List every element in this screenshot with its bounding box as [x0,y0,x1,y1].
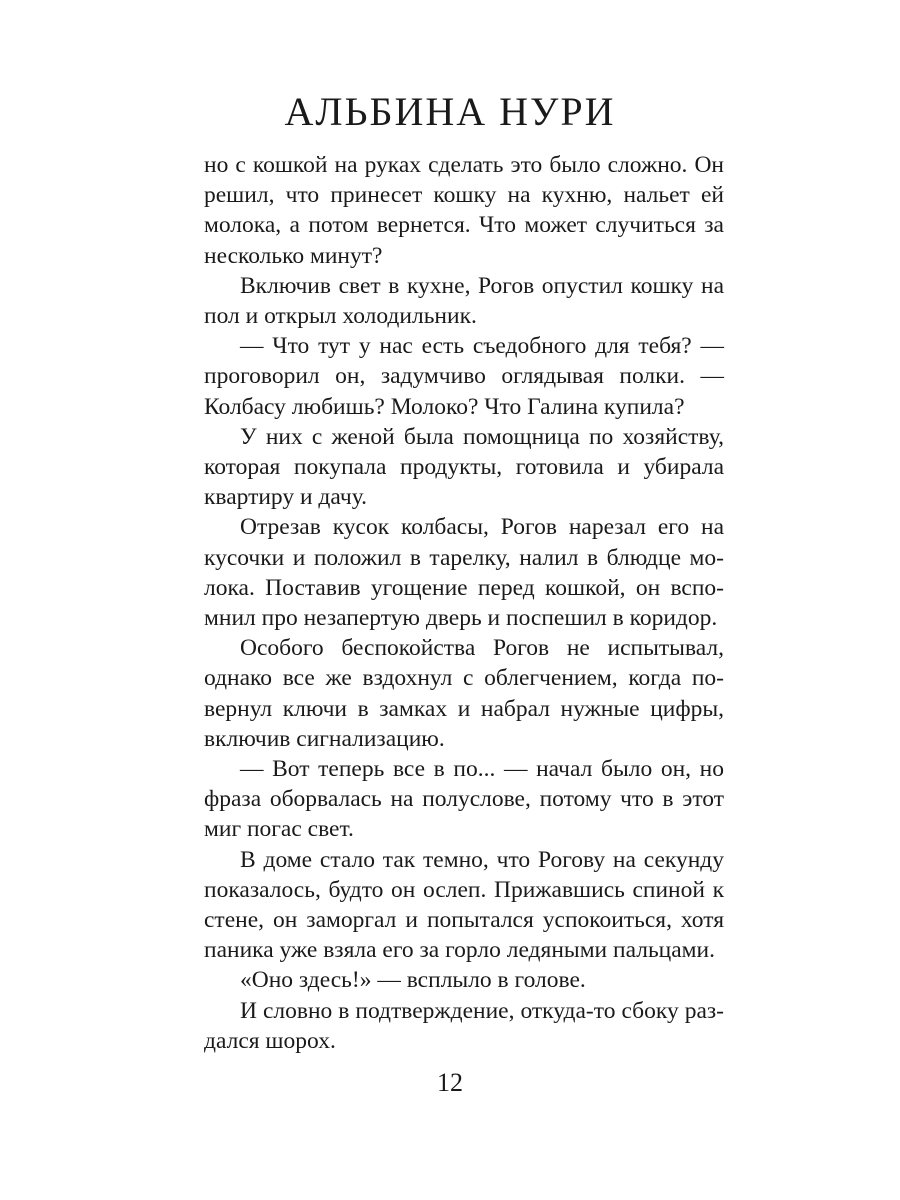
paragraph: Отрезав кусок колбасы, Рогов нарезал его на кусочки и положил в тарелку, налил в блюдце молока. Поставив угощение перед кошкой, он вспомнил про незапертую дверь и поспешил в коридор. [204,514,724,632]
paragraph-continuation: но с кошкой на руках сделать это было сложно. Он решил, что принесет кошку на кухню, нальет ей молока, а потом вернется. Что может случиться за несколько минут? [204,152,724,269]
paragraph: У них с женой была помощница по хозяйству, которая покупала продукты, готовила и убирала квартиру и дачу. [204,423,724,511]
paragraph: Включив свет в кухне, Рогов опустил кошку на пол и открыл холодильник. [204,272,724,330]
paragraph: И словно в подтверждение, откуда-то сбоку раздался шорох. [204,997,724,1054]
running-head-author: АЛЬБИНА НУРИ [284,89,616,134]
paragraph: Особого беспокойства Рогов не испытывал, однако все же вздохнул с облегчением, когда повернул ключи в замках и набрал нужные цифры, включив сигнализацию. [204,635,724,752]
body-text [204,150,724,1056]
paragraph-dialogue: — Вот теперь все в по... — начал было он, но фраза оборвалась на полуслове, потому что в этот миг погас свет. [204,756,724,843]
page-number: 12 [437,1068,463,1097]
paragraph: В доме стало так темно, что Рогову на секунду показалось, будто он ослеп. Прижавшись спиной к стене, он заморгал и попытался успокоиться, хотя паника уже взяла его за горло ледяными пальцами. [204,846,724,964]
paragraph-dialogue: — Что тут у нас есть съедобного для тебя? — проговорил он, задумчиво оглядывая полки. — Колбасу любишь? Молоко? Что Галина купила? [204,333,724,420]
paragraph-thought: «Оно здесь!» — всплыло в голове. [240,967,586,994]
